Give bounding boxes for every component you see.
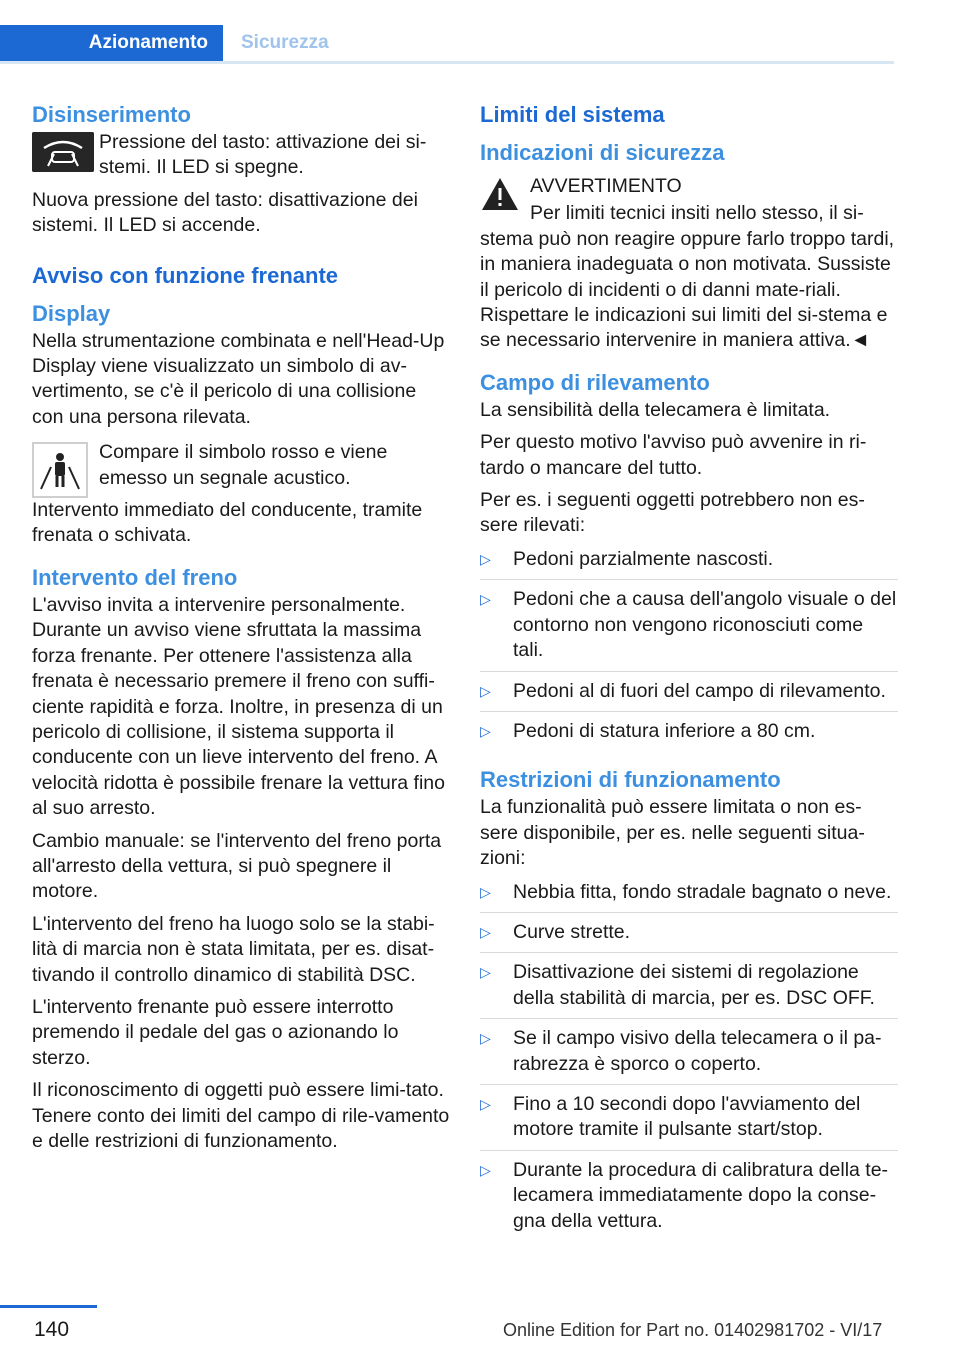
campo-list bbox=[480, 547, 898, 751]
list-item: ▷ Pedoni di statura inferiore a 80 cm. bbox=[480, 719, 898, 751]
edition-footer: Online Edition for Part no. 01402981702 - VI/17 bbox=[503, 1320, 883, 1340]
pedestrian-icon bbox=[32, 442, 88, 498]
list-item: ▷ Fino a 10 secondi dopo l'avviamento del motore tramite il pulsante start/stop. bbox=[480, 1092, 898, 1151]
list-item: ▷ Se il campo visivo della telecamera o il pa‐rabrezza è sporco o coperto. bbox=[480, 1026, 898, 1085]
list-item: ▷ Pedoni al di fuori del campo di rilevamento. bbox=[480, 679, 898, 712]
bullet-arrow-icon: ▷ bbox=[480, 1095, 491, 1112]
list-item: ▷ Nebbia fitta, fondo stradale bagnato o neve. bbox=[480, 880, 898, 913]
campo-p2: Per questo motivo l'avviso può avvenire in ri‐tardo o mancare del tutto. bbox=[480, 431, 867, 479]
freno-p2: Cambio manuale: se l'intervento del freno porta all'arresto della vettura, si può spegnere il motore. bbox=[32, 829, 442, 903]
section-sicurezza-title: Indicazioni di sicurezza bbox=[480, 140, 725, 165]
list-item: ▷ Disattivazione dei sistemi di regolazione della stabilità di marcia, per es. DSC OFF. bbox=[480, 960, 898, 1019]
display-p2: Intervento immediato del conducente, tramite frenata o schivata. bbox=[32, 499, 423, 547]
bullet-arrow-icon: ▷ bbox=[480, 722, 491, 739]
pedestrian-warning-button-icon bbox=[32, 132, 94, 172]
restrizioni-p1: La funzionalità può essere limitata o non es‐sere disponibile, per es. nelle seguenti situa‐zioni: bbox=[480, 796, 865, 870]
disinserimento-icon-row bbox=[32, 130, 450, 181]
list-item: ▷ Curve strette. bbox=[480, 920, 898, 953]
section-campo-title: Campo di rilevamento bbox=[480, 369, 710, 395]
bullet-arrow-icon: ▷ bbox=[480, 1161, 491, 1178]
campo-p3: Per es. i seguenti oggetti potrebbero non es‐sere rilevati: bbox=[480, 489, 865, 537]
section-freno-title: Intervento del freno bbox=[32, 564, 238, 590]
warning-label: AVVERTIMENTO bbox=[530, 175, 682, 197]
list-item: ▷ Pedoni che a causa dell'angolo visuale o del contorno non vengono riconosciuti come tali. bbox=[480, 587, 898, 671]
restrizioni-list bbox=[480, 880, 898, 1241]
section-limiti-title: Limiti del sistema bbox=[480, 102, 665, 127]
bullet-arrow-icon: ▷ bbox=[480, 923, 491, 940]
freno-p4: L'intervento frenante può essere interrotto premendo il pedale del gas o azionando lo sterzo. bbox=[32, 995, 399, 1069]
bullet-arrow-icon: ▷ bbox=[480, 550, 491, 567]
freno-p5: Il riconoscimento di oggetti può essere limi‐tato. Tenere conto dei limiti del campo di rile‐vamento e delle restrizioni di funzionamento. bbox=[32, 1079, 450, 1152]
display-icon-row bbox=[32, 440, 450, 491]
section-disinserimento-title: Disinserimento bbox=[32, 102, 191, 127]
bullet-arrow-icon: ▷ bbox=[480, 964, 491, 981]
disinserimento-p2: Nuova pressione del tasto: disattivazione dei sistemi. Il LED si accende. bbox=[32, 188, 418, 237]
chapter-tabs bbox=[0, 25, 894, 64]
tab-sicurezza[interactable]: Sicurezza bbox=[241, 32, 329, 53]
bullet-arrow-icon: ▷ bbox=[480, 591, 491, 608]
section-display-title: Display bbox=[32, 300, 111, 326]
warning-triangle-icon bbox=[480, 176, 520, 212]
list-item: ▷ Pedoni parzialmente nascosti. bbox=[480, 547, 898, 580]
warning-text: Per limiti tecnici insiti nello stesso, il si‐stema può non reagire oppure farlo troppo tardi, in maniera inadeguata o non motivata. Sussiste il pericolo di incidenti o di danni mate‐riali. Rispettare le indicazioni sui limiti del si‐stema e se necessario intervenire in maniera attiva.◄ bbox=[480, 202, 895, 352]
warning-block bbox=[480, 174, 898, 199]
page-number: 140 bbox=[34, 1318, 70, 1341]
display-icon-text: Compare il simbolo rosso e viene emesso un segnale acustico. bbox=[99, 441, 388, 489]
tab-azionamento[interactable]: Azionamento bbox=[0, 25, 223, 61]
bullet-arrow-icon: ▷ bbox=[480, 883, 491, 900]
bullet-arrow-icon: ▷ bbox=[480, 682, 491, 699]
campo-p1: La sensibilità della telecamera è limitata. bbox=[480, 398, 831, 421]
freno-p3: L'intervento del freno ha luogo solo se la stabi‐lità di marcia non è stata limitata, per es. disat‐tivando il controllo dinamico di stabilità DSC. bbox=[32, 912, 435, 986]
footer-accent-line bbox=[0, 1305, 97, 1308]
left-column bbox=[32, 100, 450, 1161]
section-avviso-title: Avviso con funzione frenante bbox=[32, 262, 339, 288]
right-column bbox=[480, 100, 898, 1248]
disinserimento-icon-text: Pressione del tasto: attivazione dei si‐stemi. Il LED si spegne. bbox=[99, 131, 427, 179]
bullet-arrow-icon: ▷ bbox=[480, 1030, 491, 1047]
display-p1: Nella strumentazione combinata e nell'Head-Up Display viene visualizzato un simbolo di av‐vertimento, se c'è il pericolo di una collisione con una persona rilevata. bbox=[32, 329, 445, 428]
list-item: ▷ Durante la procedura di calibratura della te‐lecamera immediatamente dopo la conse‐gna della vettura. bbox=[480, 1158, 889, 1232]
freno-p1: L'avviso invita a intervenire personalmente. Durante un avviso viene sfruttata la massima forza frenante. Per ottenere l'assistenza alla frenata è necessario premere il freno con suffi‐ciente rapidità e forza. Inoltre, in presenza di un pericolo di collisione, il sistema supporta il conducente con un lieve intervento del freno. A velocità ridotta è possibile frenare la vettura fino al suo arresto. bbox=[32, 593, 445, 820]
section-restrizioni-title: Restrizioni di funzionamento bbox=[480, 767, 781, 793]
